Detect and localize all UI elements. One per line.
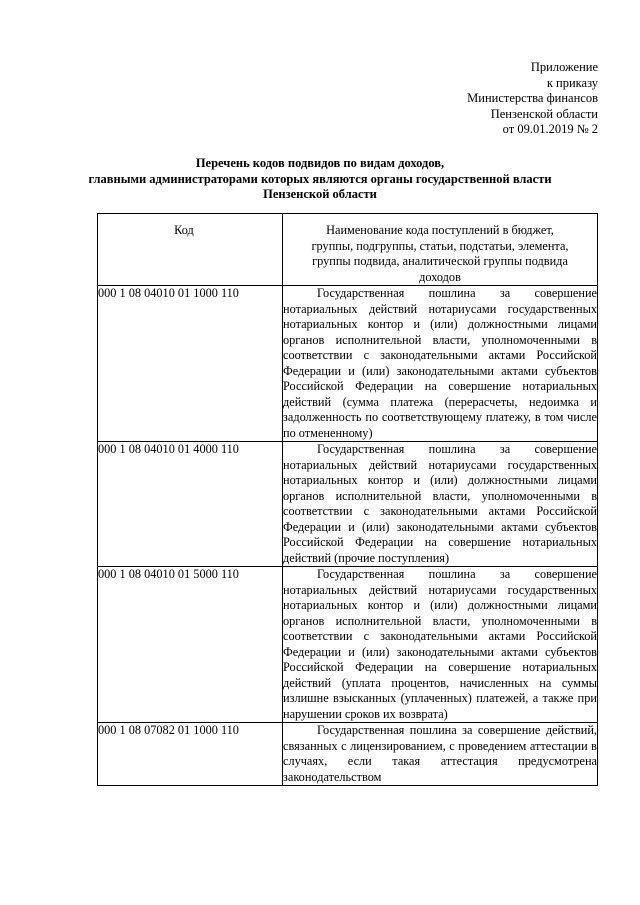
revenue-code: 000 1 08 04010 01 5000 110 bbox=[98, 567, 283, 723]
title-line: Перечень кодов подвидов по видам доходов, bbox=[195, 156, 445, 170]
approval-header bbox=[358, 60, 598, 138]
name-header-line: группы подвида, аналитической группы подвида bbox=[312, 254, 568, 268]
table-header-row bbox=[98, 214, 598, 286]
revenue-code-name: Государственная пошлина за совершение нотариальных действий нотариусами государственных нотариальных контор и (или) должностными лицами органов исполнительной власти, уполномоченными в соответствии с законодательными актами Российской Федерации и (или) законодательными актами субъектов Российской Федерации на совершение нотариальных действий (уплата процентов, начисленных на суммы излишне взысканных (уплаченных) платежей, а также при нарушении сроков их возврата) bbox=[283, 567, 597, 721]
revenue-code-name: Государственная пошлина за совершение нотариальных действий нотариусами государственных нотариальных контор и (или) должностными лицами органов исполнительной власти, уполномоченными в соответствии с законодательными актами Российской Федерации и (или) законодательными актами субъектов Российской Федерации на совершение нотариальных действий (прочие поступления) bbox=[283, 442, 597, 565]
header-line: Пензенской области bbox=[490, 106, 598, 121]
table-row bbox=[98, 442, 598, 567]
name-column-header bbox=[283, 214, 598, 286]
code-column-header bbox=[98, 214, 283, 286]
table-row bbox=[98, 567, 598, 723]
header-line: Министерства финансов bbox=[467, 91, 598, 105]
name-header-line: Наименование кода поступлений в бюджет, bbox=[326, 223, 554, 237]
name-header-line: группы, подгруппы, статьи, подстатьи, элемента, bbox=[311, 238, 569, 253]
revenue-code: 000 1 08 04010 01 1000 110 bbox=[98, 286, 283, 442]
table-row bbox=[98, 286, 598, 442]
header-line: от 09.01.2019 № 2 bbox=[502, 122, 598, 136]
revenue-code-name: Государственная пошлина за совершение действий, связанных с лицензированием, с проведением аттестации в случаях, если такая аттестация предусмотрена законодательством bbox=[283, 723, 597, 784]
revenue-codes-table bbox=[97, 213, 598, 786]
title-line: главными администраторами которых являются органы государственной власти bbox=[88, 171, 552, 186]
name-header-label bbox=[283, 214, 597, 285]
title-line: Пензенской области bbox=[263, 187, 377, 201]
header-line: к приказу bbox=[546, 75, 598, 90]
revenue-code-name: Государственная пошлина за совершение нотариальных действий нотариусами государственных нотариальных контор и (или) должностными лицами органов исполнительной власти, уполномоченными в соответствии с законодательными актами Российской Федерации и (или) законодательными актами субъектов Российской Федерации на совершение нотариальных действий (сумма платежа (перерасчеты, недоимка и задолженность по соответствующему платежу, в том числе по отмененному) bbox=[283, 286, 597, 440]
document-title bbox=[70, 156, 570, 203]
code-header-label: Код bbox=[174, 223, 194, 237]
header-line: Приложение bbox=[530, 60, 598, 74]
name-header-line: доходов bbox=[419, 269, 461, 284]
revenue-code: 000 1 08 04010 01 4000 110 bbox=[98, 442, 283, 567]
table-row bbox=[98, 723, 598, 786]
revenue-code: 000 1 08 07082 01 1000 110 bbox=[98, 723, 283, 786]
